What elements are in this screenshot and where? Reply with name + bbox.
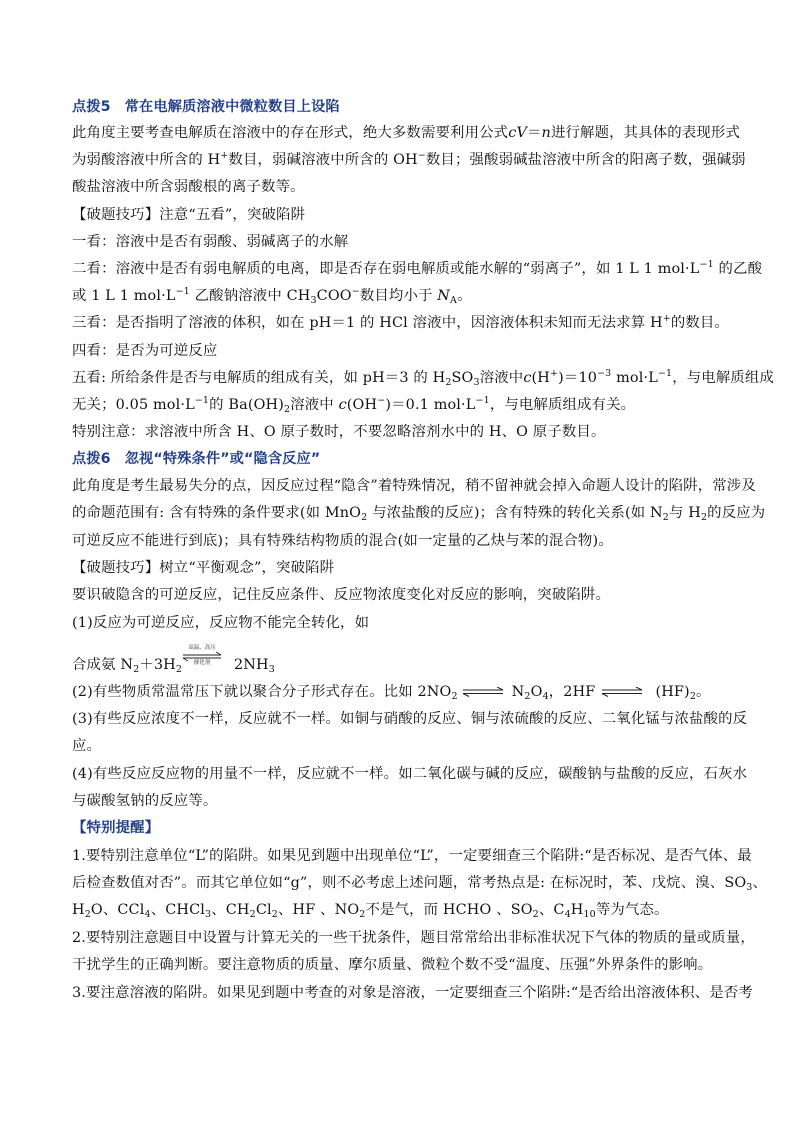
reminder-line: $H_2O$、CCl$_4$、CHCl$_3$、$CH_2Cl_2$、HF 、$NO_2$不是气，而 HCHO 、$SO_2$、$C_4H_{10}$等为气态。 <box>72 902 669 920</box>
paragraph-line: 此角度主要考查电解质在溶液中的存在形式，绝大多数需要利用公式cV＝n进行解题，其具体的表现形式 <box>72 125 740 141</box>
paragraph-line: (4)有些反应反应物的用量不一样，反应就不一样。如二氧化碳与碱的反应，碳酸钠与盐酸的反应，石灰水 <box>72 766 748 782</box>
reminder-line: 3.要注意溶液的陷阱。如果见到题中考查的对象是溶液，一定要细查三个陷阱:“是否给出溶液体积、是否考 <box>72 985 753 1001</box>
paragraph-line: (3)有些反应浓度不一样，反应就不一样。如铜与硝酸的反应、铜与浓硫酸的反应、二氧化锰与浓盐酸的反 <box>72 711 748 727</box>
paragraph-line: 应。 <box>72 738 102 754</box>
section-number: 点拨6 <box>72 451 111 467</box>
list-item: 四看：是否为可逆反应 <box>72 343 218 359</box>
section-5-heading <box>72 97 340 117</box>
reminder-line: 干扰学生的正确判断。要注意物质的质量、摩尔质量、微粒个数不受“温度、压强”外界条件的影响。 <box>72 957 713 973</box>
paragraph-line: 与碳酸氢钠的反应等。 <box>72 793 218 809</box>
reminder-heading: 【特别提醒】 <box>72 820 160 836</box>
list-item: 三看：是否指明了溶液的体积，如在 pH＝1 的 HCl 溶液中，因溶液体积未知而无法求算 H+的数目。 <box>72 313 729 331</box>
paragraph-line: 此角度是考生最易失分的点，因反应过程“隐含”着特殊情况，稍不留神就会掉入命题人设计的陷阱，常涉及 <box>72 478 756 494</box>
reversible-arrow-icon <box>601 687 643 697</box>
tip-heading: 【破题技巧】注意“五看”，突破陷阱 <box>72 207 306 223</box>
note-line: 特别注意：求溶液中所含 H、O 原子数时，不要忽略溶剂水中的 H、O 原子数目。 <box>72 424 606 440</box>
section-title: 忽视“特殊条件”或“隐含反应” <box>124 451 321 467</box>
list-item: 二看：溶液中是否有弱电解质的电离，即是否存在弱电解质或能水解的“弱离子”，如 1 L 1 $mol\cdot L^{-1}$ 的乙酸 <box>72 259 763 277</box>
list-item: 五看: 所给条件是否与电解质的组成有关，如 pH＝3 的 $H_2SO_3$溶液中$c(H^+)=10^{-3}$ $mol\cdot L^{-1}$，与电解质组成 <box>72 368 775 388</box>
tip-heading: 【破题技巧】树立“平衡观念”，突破陷阱 <box>72 560 335 576</box>
equation-line: 合成氨 $N_2+3H_2$ <box>72 657 183 675</box>
list-item: 一看：溶液中是否有弱酸、弱碱离子的水解 <box>72 234 349 250</box>
equation-product: $2NH_3$ <box>234 657 275 675</box>
paragraph-line: 为弱酸溶液中所含的 H+数目，弱碱溶液中所含的 OH−数目；强酸弱碱盐溶液中所含的阳离子数，强碱弱 <box>72 150 746 168</box>
paragraph-line: (2)有些物质常温常压下就以聚合分子形式存在。比如 $2NO_2$ $N_2O_4$，2HF $(HF)_2$。 <box>72 684 711 702</box>
reaction-condition-bottom: 催化剂 <box>193 660 211 666</box>
reminder-line: 2.要特别注意题目中设置与计算无关的一些干扰条件，题目常常给出非标准状况下气体的物质的量或质量， <box>72 930 755 946</box>
paragraph-line: 可逆反应不能进行到底)；具有特殊结构物质的混合(如一定量的乙炔与苯的混合物)。 <box>72 533 613 549</box>
list-item: 或 1 L 1 $mol\cdot L^{-1}$ 乙酸钠溶液中 $CH_3COO^-$数目均小于 $N_A$。 <box>72 286 472 306</box>
section-title: 常在电解质溶液中微粒数目上设陷 <box>124 99 340 115</box>
reminder-line: 1.要特别注意单位“L”的陷阱。如果见到题中出现单位“L”，一定要细查三个陷阱:“是否标况、是否气体、最 <box>72 848 752 864</box>
reaction-condition-top: 高温、高压 <box>188 645 216 651</box>
section-number: 点拨5 <box>72 99 111 115</box>
paragraph-line: (1)反应为可逆反应，反应物不能完全转化，如 <box>72 615 370 631</box>
list-item: 无关；0.05 $mol\cdot L^{-1}$的 $Ba(OH)_2$溶液中 c(OH−)＝0.1 $mol\cdot L^{-1}$，与电解质组成有关。 <box>72 395 636 415</box>
paragraph-line: 的命题范围有: 含有特殊的条件要求(如 MnO$_2$ 与浓盐酸的反应)；含有特殊的转化关系(如 $N_2$与 $H_2$的反应为 <box>72 505 766 523</box>
reminder-line: 后检查数值对否”。而其它单位如“g”，则不必考虑上述问题，常考热点是: 在标况时，苯、戊烷、溴、$SO_3$、 <box>72 875 768 893</box>
reversible-arrow-icon <box>462 687 504 697</box>
reversible-arrow-icon <box>180 645 224 671</box>
paragraph-line: 酸盐溶液中所含弱酸根的离子数等。 <box>72 179 305 195</box>
section-6-heading <box>72 449 320 469</box>
paragraph-line: 要识破隐含的可逆反应，记住反应条件、反应物浓度变化对反应的影响，突破陷阱。 <box>72 587 611 603</box>
